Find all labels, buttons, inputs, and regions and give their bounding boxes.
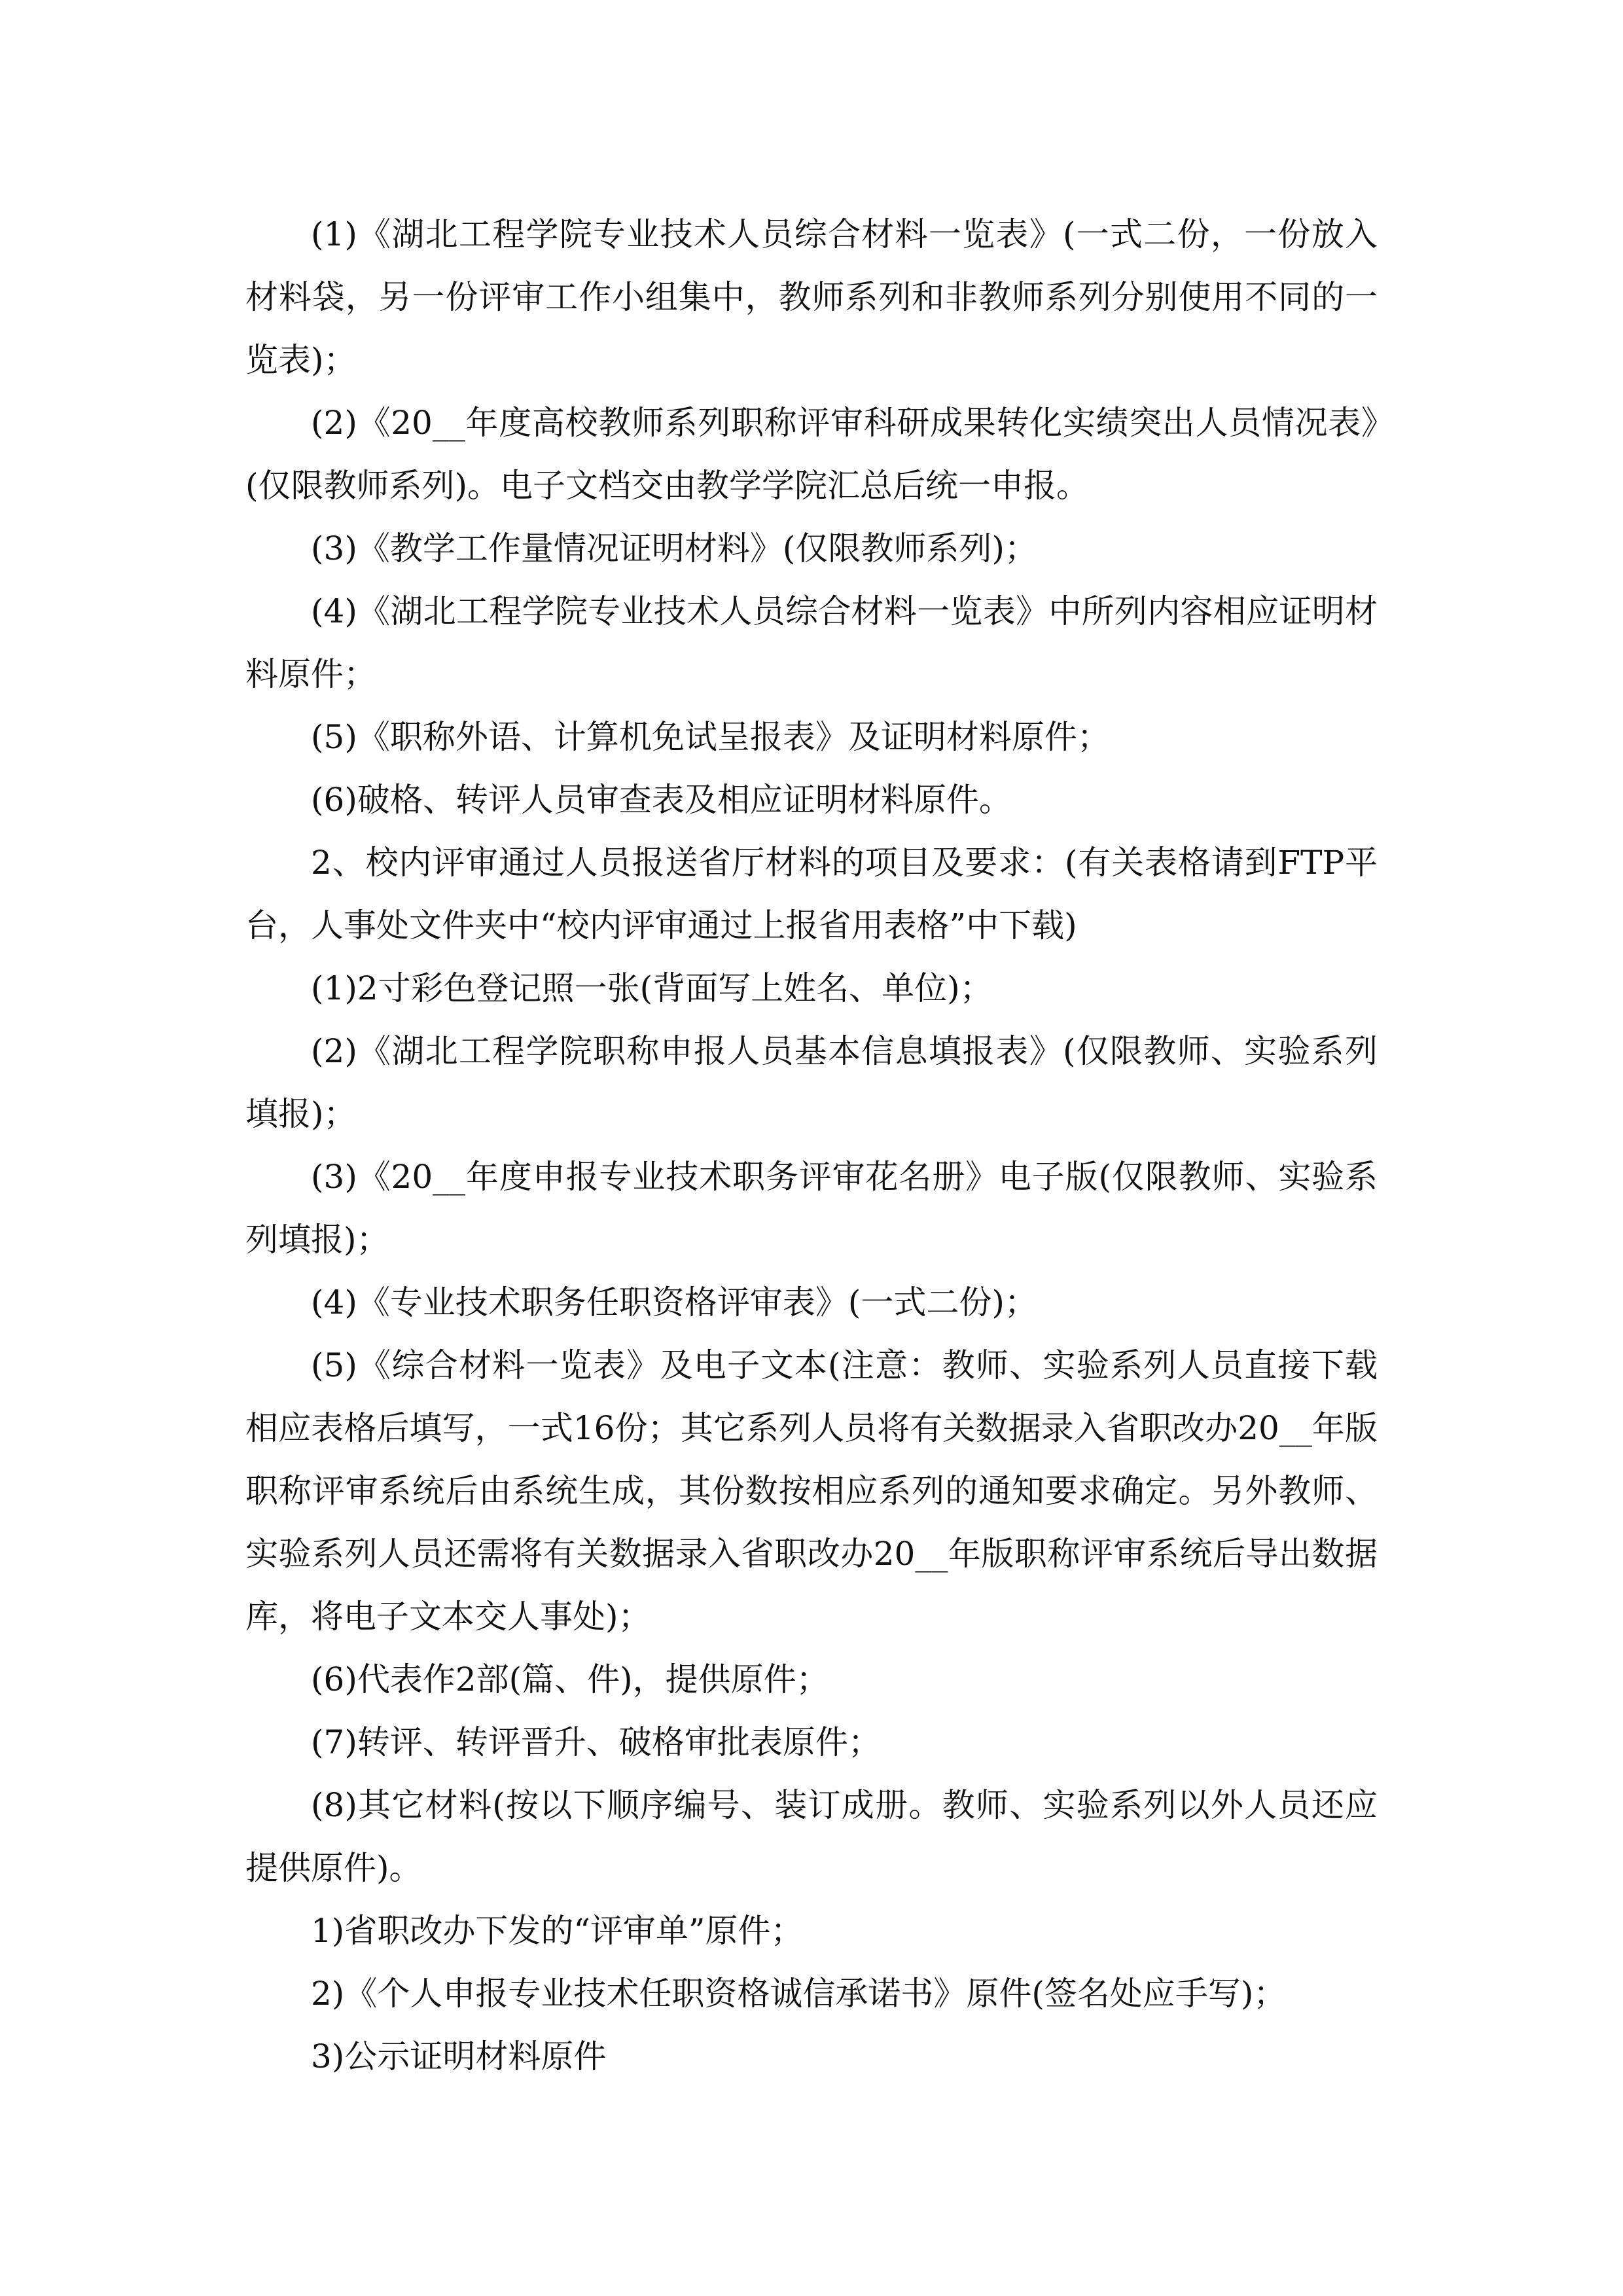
paragraph-5: (5)《职称外语、计算机免试呈报表》及证明材料原件； (311, 718, 1110, 756)
paragraph-4: (4)《湖北工程学院专业技术人员综合材料一览表》中所列内容相应证明材料原件； (245, 592, 1378, 693)
paragraph-3: (3)《教学工作量情况证明材料》(仅限教师系列)； (311, 529, 1037, 567)
paragraph-8: (2)《湖北工程学院职称申报人员基本信息填报表》(仅限教师、实验系列填报)； (245, 1032, 1378, 1133)
paragraph-2: (2)《20__年度高校教师系列职称评审科研成果转化实绩突出人员情况表》(仅限教师系列)。电子文档交由教学学院汇总后统一申报。 (245, 404, 1378, 505)
paragraph-1: (1)《湖北工程学院专业技术人员综合材料一览表》(一式二份，一份放入材料袋，另一份评审工作小组集中，教师系列和非教师系列分别使用不同的一览表)； (245, 215, 1378, 379)
sub-item-1: 1)省职改办下发的“评审单”原件； (311, 1912, 804, 1950)
paragraph-12: (6)代表作2部(篇、件)，提供原件； (311, 1660, 829, 1698)
paragraph-9: (3)《20__年度申报专业技术职务评审花名册》电子版(仅限教师、实验系列填报)； (245, 1158, 1378, 1259)
paragraph-7: (1)2寸彩色登记照一张(背面写上姓名、单位)； (311, 969, 993, 1007)
section-heading-2: 2、校内评审通过人员报送省厅材料的项目及要求：(有关表格请到FTP平台，人事处文件夹中“校内评审通过上报省用表格”中下载) (245, 844, 1378, 944)
paragraph-14: (8)其它材料(按以下顺序编号、装订成册。教师、实验系列以外人员还应提供原件)。 (245, 1786, 1378, 1887)
paragraph-10: (4)《专业技术职务任职资格评审表》(一式二份)； (311, 1283, 1037, 1321)
sub-item-3: 3)公示证明材料原件 (311, 2037, 607, 2075)
document-body (245, 203, 1378, 2088)
paragraph-6: (6)破格、转评人员审查表及相应证明材料原件。 (311, 781, 1012, 819)
paragraph-11: (5)《综合材料一览表》及电子文本(注意：教师、实验系列人员直接下载相应表格后填写，一式16份；其它系列人员将有关数据录入省职改办20__年版职称评审系统后由系统生成，其份数按相应系列的通知要求确定。另外教师、实验系列人员还需将有关数据录入省职改办20__年版职称评审系统后导出数据库，将电子文本交人事处)； (245, 1346, 1378, 1636)
sub-item-2: 2)《个人申报专业技术任职资格诚信承诺书》原件(签名处应手写)； (311, 1975, 1287, 2013)
paragraph-13: (7)转评、转评晋升、破格审批表原件； (311, 1723, 881, 1761)
